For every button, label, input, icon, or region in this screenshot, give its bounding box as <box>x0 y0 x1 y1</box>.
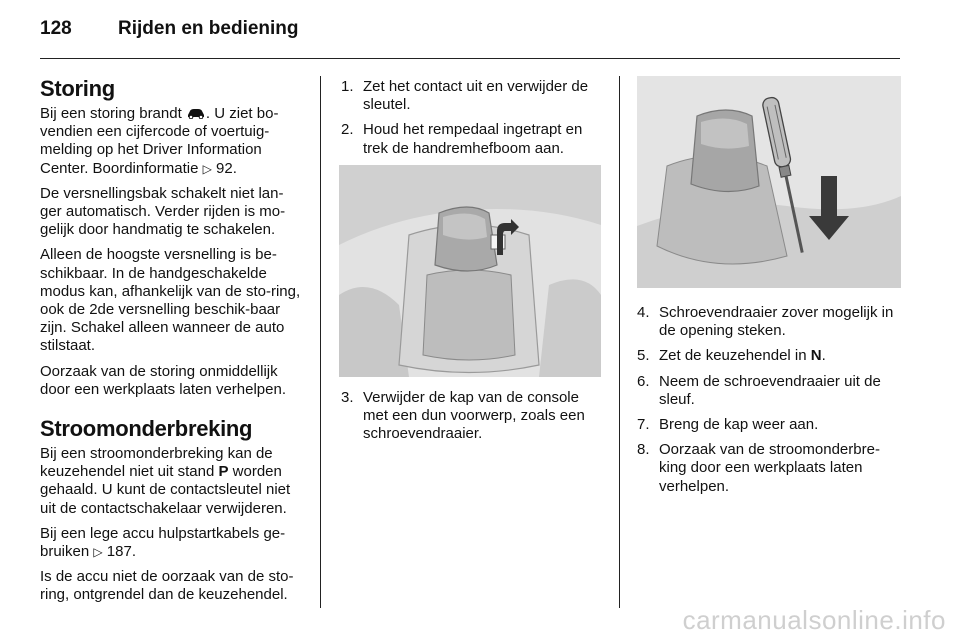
step-number: 1. <box>341 78 354 95</box>
page-ref-arrow-icon: ▷ <box>93 545 103 560</box>
paragraph: Oorzaak van de storing onmiddellijk door een werkplaats laten verhelpen. <box>40 362 286 398</box>
step-text: Zet het contact uit en verwijder de sleutel. <box>363 78 589 114</box>
column-right <box>637 76 901 503</box>
page-ref-arrow-icon: ▷ <box>202 161 212 176</box>
gear-n: N <box>810 347 822 365</box>
list-item <box>637 304 901 340</box>
paragraph: Alleen de hoogste versnelling is be-schikbaar. In de handgeschakelde modus kan, afhankelijk van de sto-ring, ook de 2de versnelling beschik-baar zijn. Schakel alleen wanneer de auto stilstaat. <box>40 246 301 355</box>
list-item <box>637 373 901 409</box>
screwdriver-release-illustration <box>637 76 901 288</box>
step-number: 7. <box>637 416 650 434</box>
paragraph <box>40 105 304 178</box>
step-number: 5. <box>637 347 650 365</box>
text: Bij een stroomonderbreking kan de keuzehendel niet uit stand <box>40 445 273 481</box>
page-number: 128 <box>40 18 72 39</box>
text: . U ziet bo-vendien een cijfercode of voertuig-melding op het Driver Information Center. Boordinformatie <box>40 105 279 177</box>
step-number: 4. <box>637 304 650 321</box>
list-item <box>637 347 901 365</box>
paragraph: Is de accu niet de oorzaak van de sto-ring, ontgrendel dan de keuzehendel. <box>40 568 294 604</box>
text: Bij een storing brandt <box>40 105 186 122</box>
step-text: Houd het rempedaal ingetrapt en trek de handremhefboom aan. <box>363 121 583 157</box>
header-rule <box>40 58 900 59</box>
page-ref-number[interactable]: 187 <box>106 543 132 561</box>
step-number: 8. <box>637 441 650 459</box>
column-middle <box>341 78 603 450</box>
step-text: Neem de schroevendraaier uit de sleuf. <box>659 372 881 408</box>
step-text: . <box>821 347 826 365</box>
step-number: 2. <box>341 121 354 139</box>
paragraph: De versnellingsbak schakelt niet lan-ger automatisch. Verder rijden is mo-gelijk door handmatig te schakelen. <box>40 184 286 239</box>
text: Bij een lege accu hulpstartkabels ge-bruiken <box>40 524 286 561</box>
gear-p: P <box>218 463 229 481</box>
list-item <box>341 78 603 114</box>
step-text: Oorzaak van de stroomonderbre-king door een werkplaats laten verhelpen. <box>659 441 880 495</box>
step-number: 3. <box>341 388 354 406</box>
paragraph <box>40 525 304 561</box>
page-title: Rijden en bediening <box>118 18 299 39</box>
list-item <box>637 416 901 434</box>
step-text: Verwijder de kap van de console met een dun voorwerp, zoals een schroevendraaier. <box>363 388 585 443</box>
step-number: 6. <box>637 372 650 390</box>
section-heading-stroomonderbreking: Stroomonderbreking <box>40 416 253 442</box>
steps-list <box>341 78 603 158</box>
step-text: Schroevendraaier zover mogelijk in de opening steken. <box>659 304 894 340</box>
column-divider <box>320 76 321 608</box>
steps-list <box>637 304 901 496</box>
text: . <box>232 159 237 177</box>
list-item <box>637 441 901 496</box>
list-item <box>341 389 603 444</box>
watermark: carmanualsonline.info <box>682 605 946 635</box>
section-heading-storing: Storing <box>40 76 115 101</box>
text: worden gehaald. U kunt de contactsleutel niet uit de contactschakelaar verwijderen. <box>40 463 291 517</box>
column-left <box>40 76 304 612</box>
page-ref-number[interactable]: 92 <box>216 159 233 177</box>
steps-list <box>341 389 603 444</box>
list-item <box>341 121 603 157</box>
step-text: Breng de kap weer aan. <box>659 416 819 434</box>
car-gearbox-warning-icon <box>186 108 206 119</box>
gear-lever-console-illustration <box>339 165 601 377</box>
column-divider <box>619 76 620 608</box>
text: . <box>131 543 136 561</box>
paragraph <box>40 445 304 518</box>
step-text: Zet de keuzehendel in <box>659 347 811 365</box>
